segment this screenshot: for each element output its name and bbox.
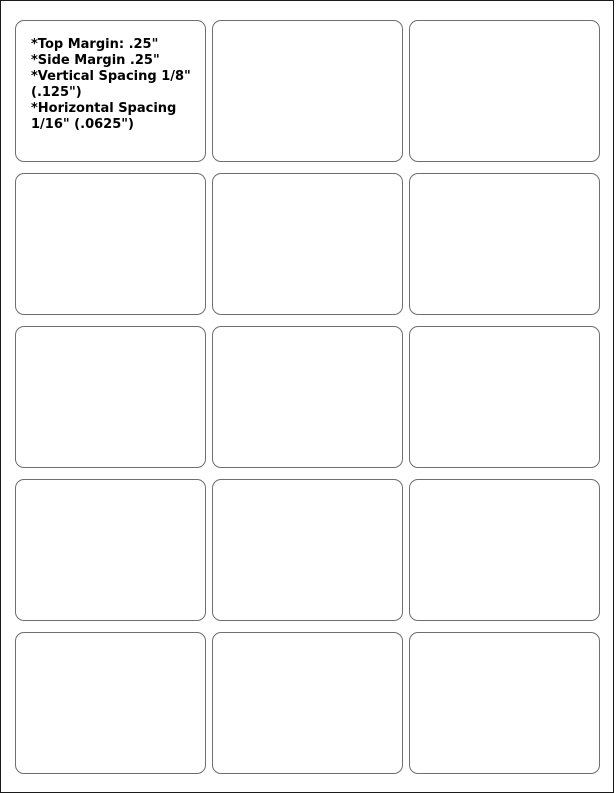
label-r5-c2[interactable] <box>212 632 403 774</box>
label-r4-c1[interactable] <box>15 479 206 621</box>
note-top-margin: *Top Margin: .25" <box>31 37 159 52</box>
note-horizontal-spacing: *Horizontal Spacing <box>31 101 177 116</box>
note-side-margin: *Side Margin .25" <box>31 53 160 68</box>
note-vertical-spacing-decimal: (.125") <box>31 85 82 100</box>
label-r4-c3[interactable] <box>409 479 600 621</box>
spacing-notes <box>31 37 191 133</box>
label-r2-c3[interactable] <box>409 173 600 315</box>
note-vertical-spacing: *Vertical Spacing 1/8" <box>31 69 191 84</box>
label-r5-c3[interactable] <box>409 632 600 774</box>
label-r2-c2[interactable] <box>212 173 403 315</box>
label-r4-c2[interactable] <box>212 479 403 621</box>
label-r2-c1[interactable] <box>15 173 206 315</box>
label-r5-c1[interactable] <box>15 632 206 774</box>
label-r1-c1[interactable] <box>15 20 206 162</box>
label-r3-c3[interactable] <box>409 326 600 468</box>
label-r3-c2[interactable] <box>212 326 403 468</box>
label-r3-c1[interactable] <box>15 326 206 468</box>
label-r1-c3[interactable] <box>409 20 600 162</box>
label-r1-c2[interactable] <box>212 20 403 162</box>
note-horizontal-spacing-decimal: 1/16" (.0625") <box>31 117 134 132</box>
